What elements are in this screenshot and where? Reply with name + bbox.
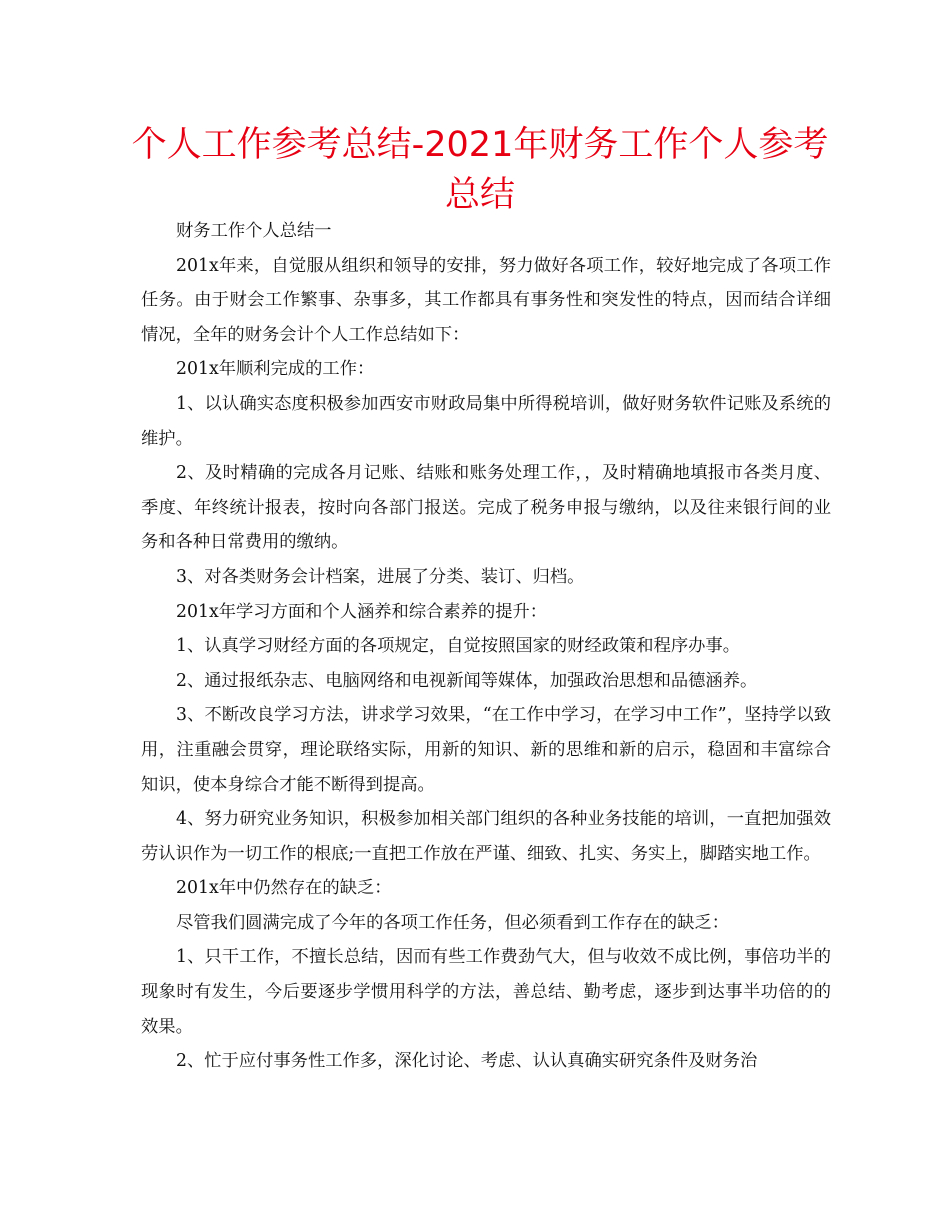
paragraph-study-item-1: 1、认真学习财经方面的各项规定，自觉按照国家的财经政策和程序办事。 bbox=[176, 636, 740, 657]
paragraph-study-item-4: 4、努力研究业务知识，积极参加相关部门组织的各种业务技能的培训，一直把加强效劳认识作为一切工作的根底;一直把工作放在严谨、细致、扎实、务实上，脚踏实地工作。 bbox=[141, 809, 831, 864]
paragraph-intro: 201x年来，自觉服从组织和领导的安排，努力做好各项工作，较好地完成了各项工作任务。由于财会工作繁事、杂事多，其工作都具有事务性和突发性的特点，因而结合详细情况，全年的财务会计个人工作总结如下： bbox=[141, 255, 831, 345]
document-body bbox=[141, 214, 831, 1079]
paragraph-completed-item-2: 2、及时精确的完成各月记账、结账和账务处理工作，，及时精确地填报市各类月度、季度、年终统计报表，按时向各部门报送。完成了税务申报与缴纳，以及往来银行间的业务和各种日常费用的缴纳。 bbox=[141, 463, 831, 553]
paragraph-completed-item-1: 1、以认确实态度积极参加西安市财政局集中所得税培训，做好财务软件记账及系统的维护。 bbox=[141, 393, 831, 449]
paragraph-shortcomings-intro: 尽管我们圆满完成了今年的各项工作任务，但必须看到工作存在的缺乏： bbox=[176, 912, 730, 933]
paragraph-completed-item-3: 3、对各类财务会计档案，进展了分类、装订、归档。 bbox=[176, 566, 585, 587]
paragraph-shortcomings-heading: 201x年中仍然存在的缺乏： bbox=[176, 878, 392, 899]
paragraph-study-heading: 201x年学习方面和个人涵养和综合素养的提升： bbox=[176, 601, 548, 622]
paragraph-completed-heading: 201x年顺利完成的工作： bbox=[176, 359, 375, 380]
paragraph-shortcomings-item-1: 1、只干工作，不擅长总结，因而有些工作费劲气大，但与收效不成比例，事倍功半的现象时有发生，今后要逐步学惯用科学的方法，善总结、勤考虑，逐步到达事半功倍的的效果。 bbox=[141, 947, 831, 1037]
paragraph-study-item-2: 2、通过报纸杂志、电脑网络和电视新闻等媒体，加强政治思想和品德涵养。 bbox=[176, 670, 758, 691]
paragraph-section-heading: 财务工作个人总结一 bbox=[176, 221, 332, 241]
document-title: 个人工作参考总结-2021年财务工作个人参考总结 bbox=[131, 125, 829, 215]
paragraph-shortcomings-item-2: 2、忙于应付事务性工作多，深化讨论、考虑、认认真确实研究条件及财务治 bbox=[176, 1051, 758, 1072]
paragraph-study-item-3: 3、不断改良学习方法，讲求学习效果，“在工作中学习，在学习中工作”，坚持学以致用，注重融会贯穿，理论联络实际，用新的知识、新的思维和新的启示，稳固和丰富综合知识，使本身综合才能不断得到提高。 bbox=[141, 705, 831, 795]
